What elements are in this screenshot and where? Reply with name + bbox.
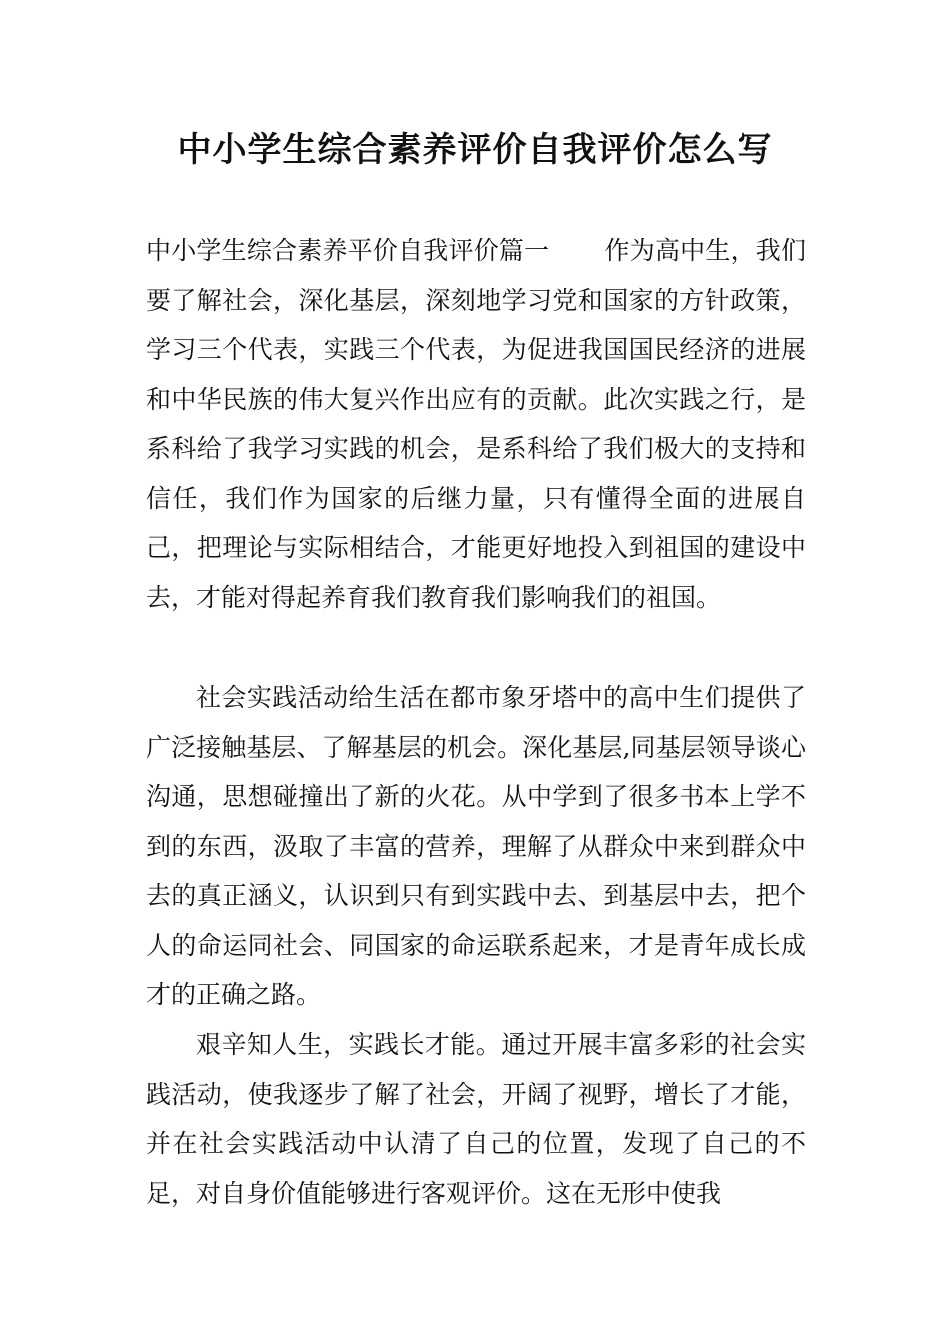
document-title: 中小学生综合素养评价自我评价怎么写: [177, 130, 773, 170]
paragraph-2: 社会实践活动给生活在都市象牙塔中的高中生们提供了广泛接触基层、了解基层的机会。深化基层,同基层领导谈心沟通，思想碰撞出了新的火花。从中学到了很多书本上学不到的东西，汲取了丰富的营养，理解了从群众中来到群众中去的真正涵义，认识到只有到实践中去、到基层中去，把个人的命运同社会、同国家的命运联系起来，才是青年成长成才的正确之路。: [146, 683, 806, 1009]
paragraph-1-text: 作为高中生，我们要了解社会，深化基层，深刻地学习党和国家的方针政策，学习三个代表，实践三个代表，为促进我国国民经济的进展和中华民族的伟大复兴作出应有的贡献。此次实践之行，是系科给了我学习实践的机会，是系科给了我们极大的支持和信任，我们作为国家的后继力量，只有懂得全面的进展自己，把理论与实际相结合，才能更好地投入到祖国的建设中去，才能对得起养育我们教育我们影响我们的祖国。: [146, 236, 806, 612]
paragraph-1: [146, 226, 806, 622]
paragraph-3: 艰辛知人生，实践长才能。通过开展丰富多彩的社会实践活动，使我逐步了解了社会，开阔了视野，增长了才能，并在社会实践活动中认清了自己的位置，发现了自己的不足，对自身价值能够进行客观评价。这在无形中使我: [146, 1030, 806, 1208]
section-heading: 中小学生综合素养平价自我评价篇一: [146, 236, 550, 265]
